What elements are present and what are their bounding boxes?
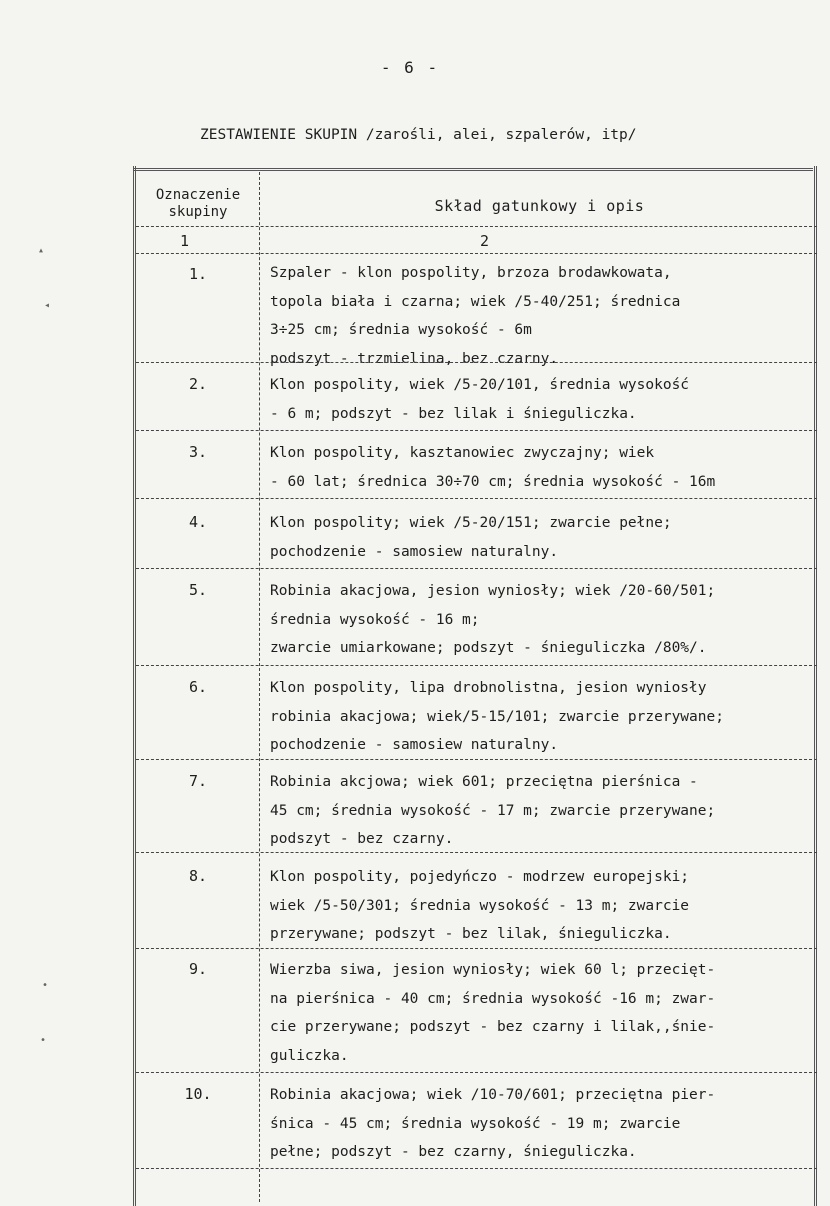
row-line: na pierśnica - 40 cm; średnia wysokość -16 m; zwar- (270, 990, 716, 1007)
header-rule (136, 226, 817, 227)
table-row-2-number: 2. (188, 375, 208, 393)
row-line: Robinia akcjowa; wiek 601; przeciętna pierśnica - (270, 774, 698, 790)
table-row-5-number: 5. (188, 581, 208, 599)
table-row-1-number: 1. (188, 265, 208, 283)
row-line: Klon pospolity, pojedyńczo - modrzew europejski; (270, 869, 690, 885)
row-line: Klon pospolity, kasztanowiec zwyczajny; wiek (270, 445, 655, 461)
table-row-8-text (270, 863, 815, 949)
row-line: pochodzenie - samosiew naturalny. (270, 737, 559, 753)
row-divider (136, 948, 817, 949)
row-line: śnica - 45 cm; średnia wysokość - 19 m; zwarcie (270, 1115, 681, 1132)
table-row-6-number: 6. (188, 678, 208, 696)
row-line: cie przerywane; podszyt - bez czarny i lilak,,śnie- (270, 1019, 716, 1035)
row-line: 3÷25 cm; średnia wysokość - 6m (270, 322, 532, 338)
row-line: wiek /5-50/301; średnia wysokość - 13 m; zwarcie (270, 897, 690, 914)
table-right-edge (814, 166, 821, 1206)
row-line: podszyt - trzmielina, bez czarny. (270, 350, 559, 367)
row-line: Robinia akacjowa; wiek /10-70/601; przeciętna pier- (270, 1087, 716, 1103)
row-divider (136, 568, 817, 569)
row-line: Robinia akacjowa, jesion wyniosły; wiek /20-60/501; (270, 583, 716, 599)
row-line: Wierzba siwa, jesion wyniosły; wiek 60 l; przecięt- (270, 962, 716, 978)
header-group-label (138, 187, 258, 221)
table-row-8-number: 8. (188, 867, 208, 885)
table-row-10-text (270, 1081, 815, 1167)
row-line: guliczka. (270, 1047, 349, 1064)
table-row-6-text (270, 674, 815, 760)
scan-mark: ◂ (44, 300, 51, 311)
row-divider (136, 498, 817, 499)
document-title: ZESTAWIENIE SKUPIN /zarośli, alei, szpalerów, itp/ (200, 127, 637, 143)
page-number: - 6 - (380, 58, 440, 77)
column-number-rule (136, 253, 817, 254)
header-group-label-line2: skupiny (168, 204, 228, 220)
row-line: Klon pospolity, wiek /5-20/101, średnia wysokość (270, 377, 690, 393)
table-row-9-number: 9. (188, 960, 208, 978)
table-row-4-text (270, 509, 815, 566)
row-line: - 6 m; podszyt - bez lilak i śnieguliczka. (270, 405, 637, 422)
table-top-rule (133, 168, 813, 175)
row-line: podszyt - bez czarny. (270, 831, 454, 847)
row-line: przerywane; podszyt - bez lilak, śnieguliczka. (270, 926, 672, 942)
row-line: 45 cm; średnia wysokość - 17 m; zwarcie przerywane; (270, 802, 716, 819)
row-divider (136, 362, 817, 363)
header-description: Skład gatunkowy i opis (434, 197, 645, 215)
table-row-7-text (270, 768, 815, 854)
table-row-7-number: 7. (188, 772, 208, 790)
row-divider (136, 1168, 817, 1169)
column-number-1: 1 (180, 232, 190, 250)
table-row-5-text (270, 577, 815, 663)
table-row-3-text (270, 439, 815, 496)
row-line: Szpaler - klon pospolity, brzoza brodawkowata, (270, 265, 672, 281)
row-line: pełne; podszyt - bez czarny, śnieguliczka. (270, 1144, 637, 1160)
table-row-4-number: 4. (188, 513, 208, 531)
row-line: pochodzenie - samosiew naturalny. (270, 543, 559, 560)
row-line: - 60 lat; średnica 30÷70 cm; średnia wysokość - 16m (270, 473, 716, 490)
column-divider (259, 172, 260, 1202)
row-divider (136, 1072, 817, 1073)
header-group-label-line1: Oznaczenie (155, 187, 241, 203)
row-divider (136, 665, 817, 666)
row-line: średnia wysokość - 16 m; (270, 611, 480, 628)
row-line: topola biała i czarna; wiek /5-40/251; średnica (270, 293, 681, 310)
scan-mark: • (42, 980, 49, 991)
row-line: Klon pospolity; wiek /5-20/151; zwarcie pełne; (270, 515, 672, 531)
row-divider (136, 430, 817, 431)
row-line: robinia akacjowa; wiek/5-15/101; zwarcie przerywane; (270, 708, 724, 725)
row-line: zwarcie umiarkowane; podszyt - śnieguliczka /80%/. (270, 640, 707, 656)
row-line: Klon pospolity, lipa drobnolistna, jesion wyniosły (270, 680, 707, 696)
table-row-3-number: 3. (188, 443, 208, 461)
scan-mark: • (40, 1035, 47, 1046)
row-divider (136, 759, 817, 760)
column-number-2: 2 (480, 232, 490, 250)
table-row-9-text (270, 956, 815, 1070)
scan-mark: ▴ (38, 245, 45, 256)
table-row-10-number: 10. (184, 1085, 212, 1103)
table-row-2-text (270, 371, 815, 428)
row-divider (136, 852, 817, 853)
table-row-1-text (270, 259, 815, 373)
